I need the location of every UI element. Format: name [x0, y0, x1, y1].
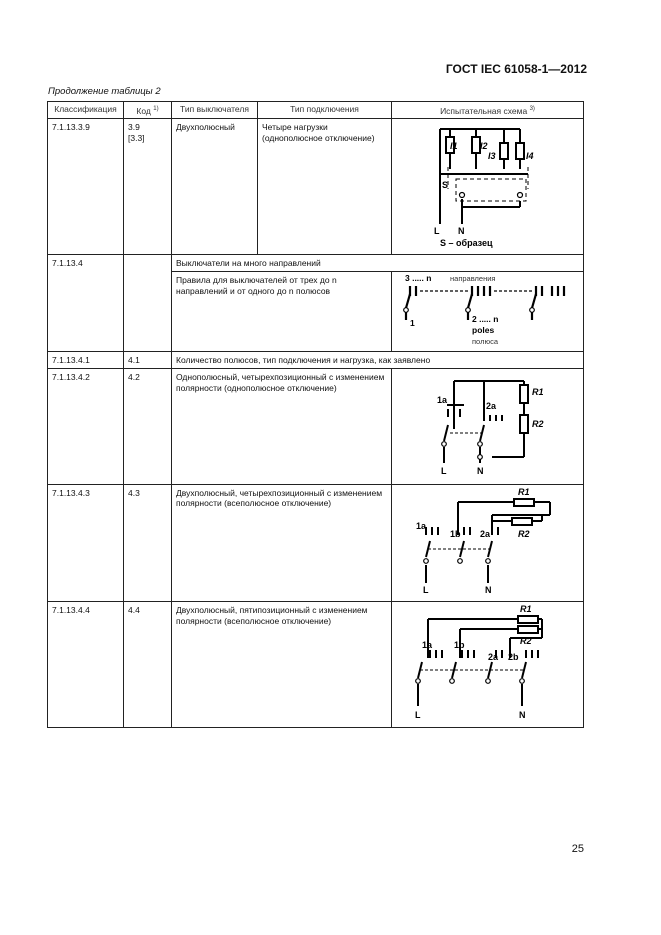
- cell-connection-type: Четыре нагрузки (однополюсное отключение): [258, 119, 392, 255]
- cell-section-title: Выключатели на много направлений: [172, 254, 584, 272]
- label-pole-1: 1: [410, 318, 415, 329]
- cell-diagram: [392, 602, 584, 728]
- cell-code: 4.1: [124, 351, 172, 369]
- label-poles-range: 2 ..... n: [472, 314, 499, 325]
- cell-switch-type: Двухполюсный: [172, 119, 258, 255]
- label-1a: 1a: [437, 395, 448, 406]
- cell-description: Однополюсный, четырехпозиционный с изменением полярности (однополюсное отключение): [172, 369, 392, 485]
- table-row: [48, 484, 584, 602]
- label-n: N: [519, 710, 526, 721]
- label-s: S: [442, 180, 449, 191]
- col-classification: Классификация: [48, 102, 124, 119]
- label-1a: 1a: [416, 520, 427, 531]
- label-n: N: [477, 466, 484, 477]
- label-n: N: [485, 584, 492, 595]
- label-l: L: [434, 226, 440, 237]
- label-i2: I2: [480, 141, 488, 152]
- double-pole-four-position-diagram: [392, 485, 582, 599]
- cell-classification: 7.1.13.4.3: [48, 484, 124, 602]
- label-r1: R1: [532, 387, 544, 398]
- single-pole-four-position-diagram: [392, 369, 582, 481]
- cell-classification: 7.1.13.4.2: [48, 369, 124, 485]
- col-connection-type: Тип подключения: [258, 102, 392, 119]
- label-2a: 2a: [480, 528, 491, 539]
- label-r2: R2: [520, 636, 532, 647]
- label-r1: R1: [520, 604, 532, 615]
- label-i3: I3: [488, 151, 496, 162]
- multiway-switch-diagram: [392, 272, 582, 348]
- label-i1: I1: [450, 141, 458, 152]
- label-directions: направления: [450, 274, 496, 284]
- table-header-row: [48, 102, 584, 119]
- label-1b: 1b: [450, 528, 461, 539]
- label-2b: 2b: [508, 652, 519, 663]
- label-n: N: [458, 226, 465, 237]
- cell-rules-text: Правила для выключателей от трех до n направлений и от одного до n полюсов: [172, 272, 392, 352]
- code-footnote: 1): [153, 106, 159, 112]
- label-r2: R2: [532, 419, 544, 430]
- cell-description: Двухполюсный, четырехпозиционный с изменением полярности (всеполюсное отключение): [172, 484, 392, 602]
- cell-diagram: [392, 119, 584, 255]
- label-i4: I4: [526, 151, 534, 162]
- label-l: L: [423, 584, 429, 595]
- cell-description: Двухполюсный, пятипозиционный с изменением полярности (всеполюсное отключение): [172, 602, 392, 728]
- table-row: [48, 369, 584, 485]
- cell-classification: 7.1.13.4.4: [48, 602, 124, 728]
- cell-diagram: [392, 272, 584, 352]
- label-directions-range: 3 ..... n: [405, 273, 432, 284]
- col-switch-type: Тип выключателя: [172, 102, 258, 119]
- cell-diagram: [392, 369, 584, 485]
- label-l: L: [415, 710, 421, 721]
- cell-code: 3.9 [3.3]: [124, 119, 172, 255]
- double-pole-five-position-diagram: [392, 602, 582, 724]
- label-poles-en: poles: [472, 325, 495, 336]
- cell-classification: 7.1.13.4.1: [48, 351, 124, 369]
- label-2a: 2a: [486, 401, 497, 412]
- cell-span-text: Количество полюсов, тип подключения и нагрузка, как заявлено: [172, 351, 584, 369]
- cell-code: [124, 254, 172, 351]
- col-code: Код $^{1)}$: [124, 102, 172, 119]
- table-row: [48, 602, 584, 728]
- page-number: 25: [571, 843, 584, 855]
- label-l: L: [441, 466, 447, 477]
- label-1b: 1b: [454, 640, 465, 651]
- table-row: [48, 254, 584, 272]
- standard-header: ГОСТ IEC 61058-1—2012: [445, 62, 587, 76]
- scheme-footnote: 3): [529, 106, 535, 112]
- cell-classification: 7.1.13.3.9: [48, 119, 124, 255]
- col-test-scheme: Испытательная схема $^{3)}$: [392, 102, 584, 119]
- table-row: [48, 119, 584, 255]
- table-row: [48, 351, 584, 369]
- table-caption: Продолжение таблицы 2: [48, 86, 161, 97]
- classification-table: [47, 101, 584, 728]
- cell-code: 4.4: [124, 602, 172, 728]
- cell-classification: 7.1.13.4: [48, 254, 124, 351]
- label-r1: R1: [518, 486, 530, 497]
- label-r2: R2: [518, 528, 530, 539]
- label-1a: 1a: [422, 640, 433, 651]
- cell-code: 4.3: [124, 484, 172, 602]
- label-poles-ru: полюса: [472, 337, 498, 347]
- cell-code: 4.2: [124, 369, 172, 485]
- label-2a: 2a: [488, 652, 499, 663]
- four-loads-circuit-diagram: [392, 119, 582, 251]
- cell-diagram: [392, 484, 584, 602]
- cell-code-alt: [3.3]: [128, 132, 145, 143]
- diagram-caption: S – образец: [440, 238, 493, 249]
